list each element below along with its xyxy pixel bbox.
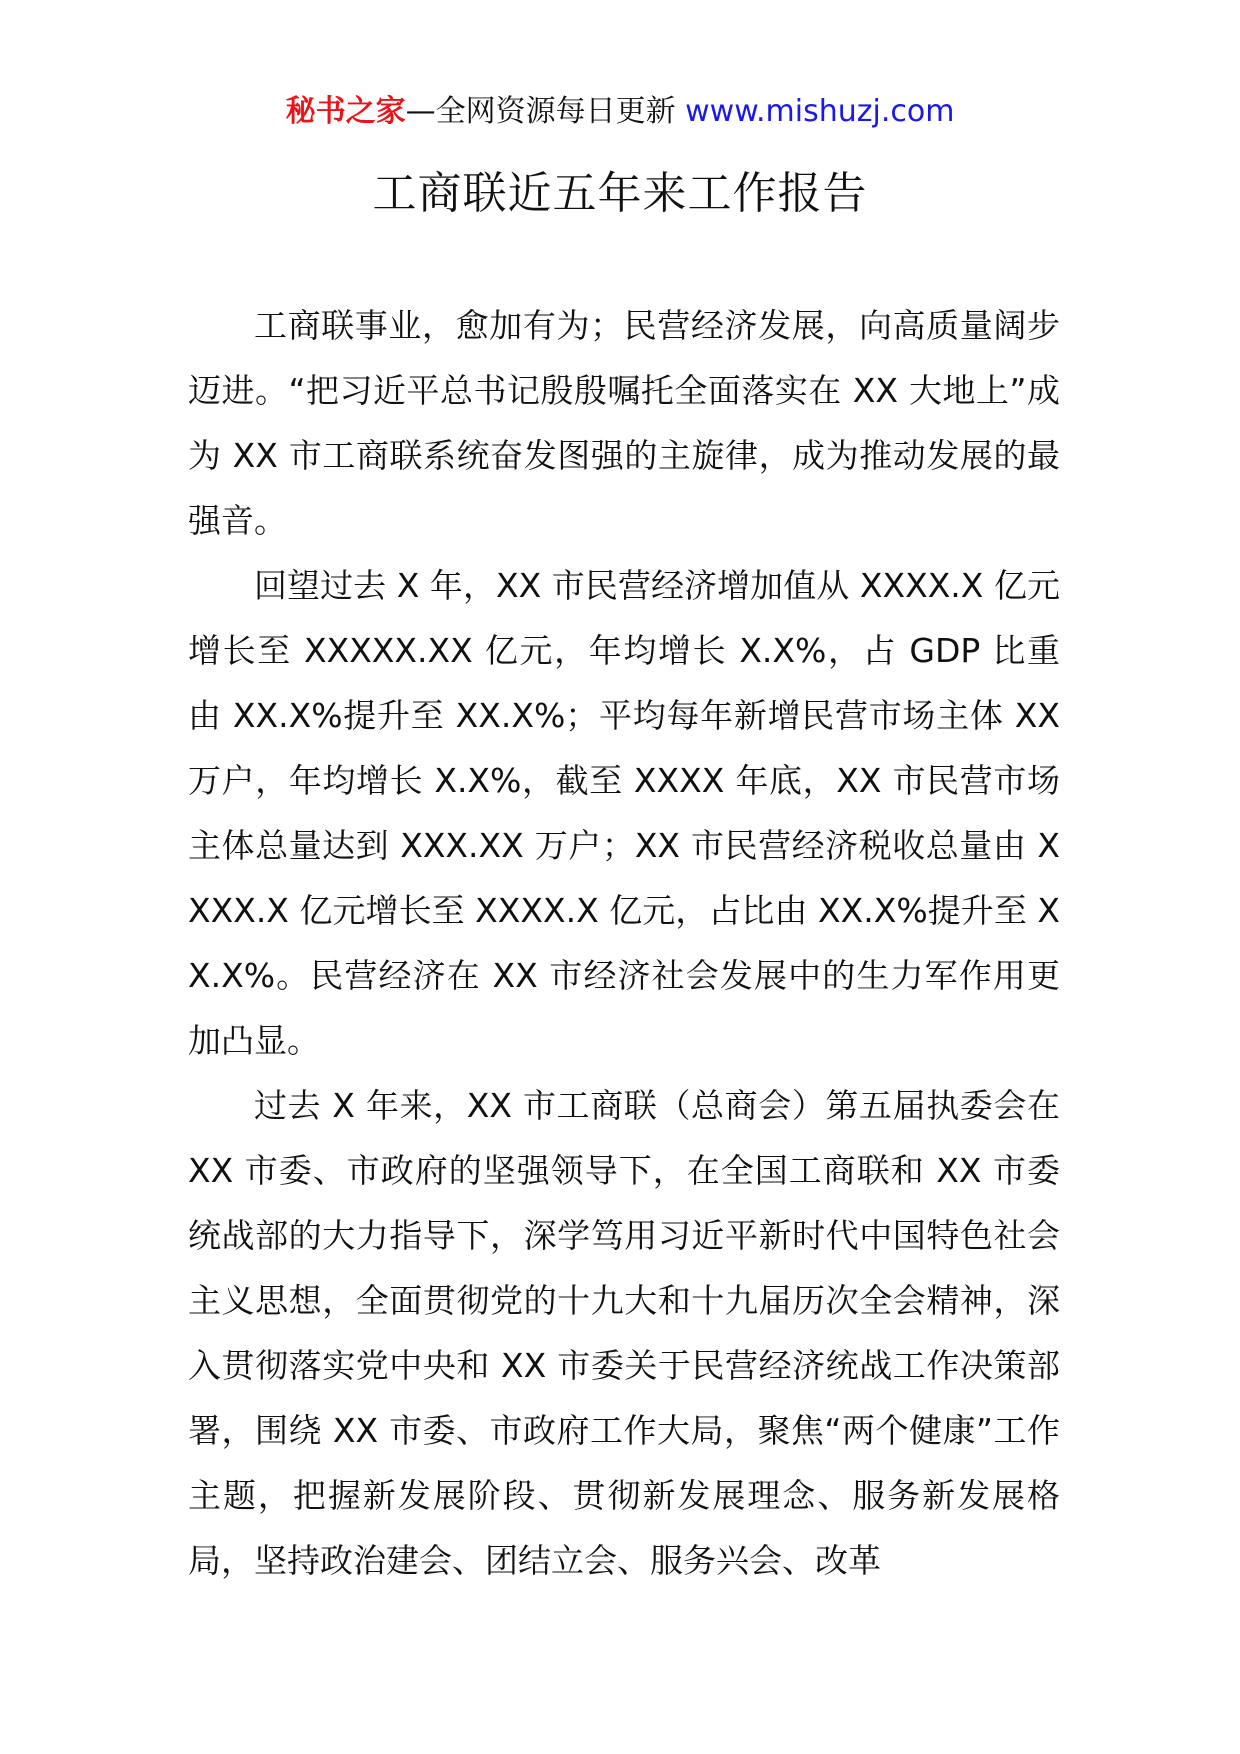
document-title: 工商联近五年来工作报告 (372, 168, 868, 219)
document-body (188, 293, 1060, 1593)
site-brand: 秘书之家 (285, 94, 406, 129)
site-banner (0, 92, 1240, 132)
paragraph: 工商联事业，愈加有为；民营经济发展，向高质量阔步迈进。“把习近平总书记殷殷嘱托全面落实在 XX 大地上”成为 XX 市工商联系统奋发图强的主旋律，成为推动发展的最强音。 (188, 306, 1060, 540)
paragraph: 过去 X 年来，XX 市工商联（总商会）第五届执委会在 XX 市委、市政府的坚强领导下，在全国工商联和 XX 市委统战部的大力指导下，深学笃用习近平新时代中国特色社会主义思想，全面贯彻党的十九大和十九届历次全会精神，深入贯彻落实党中央和 XX 市委关于民营经济统战工作决策部署，围绕 XX 市委、市政府工作大局，聚焦“两个健康”工作主题，把握新发展阶段、贯彻新发展理念、服务新发展格局，坚持政治建会、团结立会、服务兴会、改革 (188, 1086, 1060, 1580)
site-url-link[interactable]: www.mishuzj.com (685, 94, 955, 129)
paragraph: 回望过去 X 年，XX 市民营经济增加值从 XXXX.X 亿元增长至 XXXXX.XX 亿元，年均增长 X.X%，占 GDP 比重由 XX.X%提升至 XX.X%；平均每年新增民营市场主体 XX 万户，年均增长 X.X%，截至 XXXX 年底，XX 市民营市场主体总量达到 XXX.XX 万户；XX 市民营经济税收总量由 XXXX.X 亿元增长至 XXXX.X 亿元，占比由 XX.X%提升至 XX.X%。民营经济在 XX 市经济社会发展中的生力军作用更加凸显。 (188, 566, 1060, 1060)
site-slogan: —全网资源每日更新 (405, 94, 686, 129)
